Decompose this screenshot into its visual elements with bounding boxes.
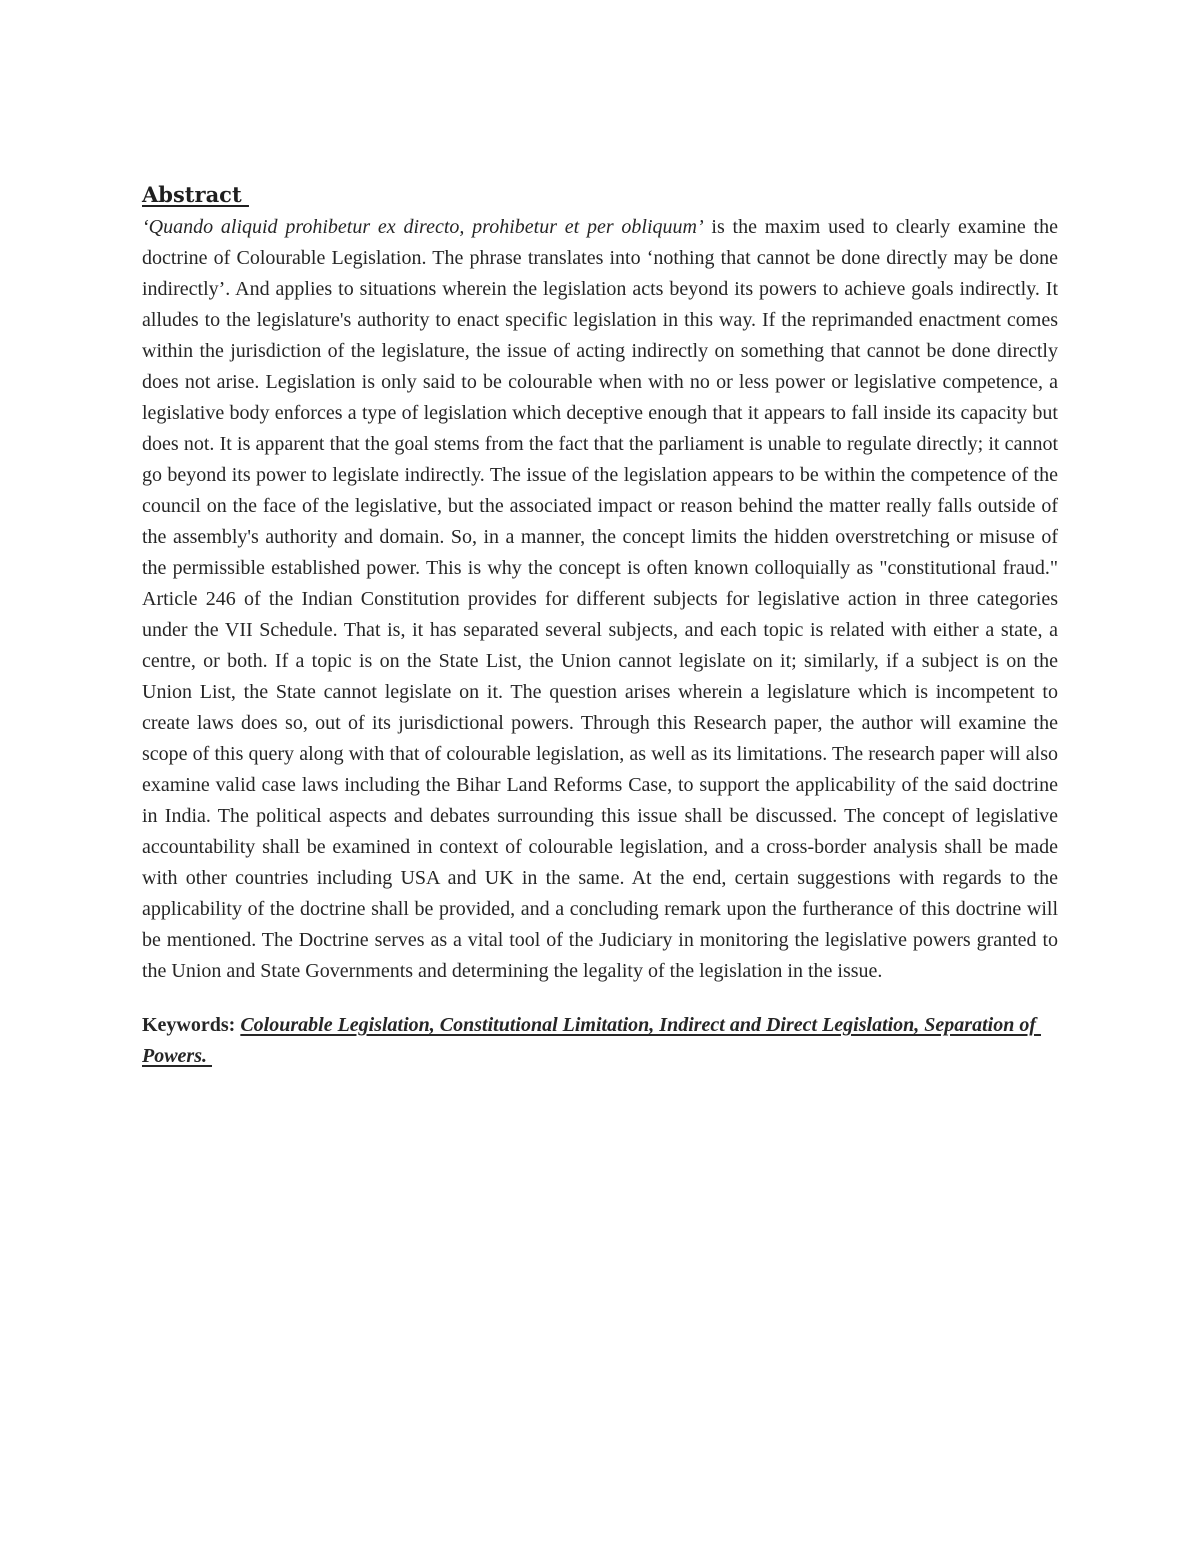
abstract-heading: Abstract xyxy=(142,182,249,207)
keywords-line xyxy=(142,1010,1058,1072)
keywords-label: Keywords: xyxy=(142,1014,241,1036)
abstract-paragraph xyxy=(142,212,1058,987)
abstract-text: is the maxim used to clearly examine the doctrine of Colourable Legislation. The phrase translates into ‘nothing that cannot be done directly may be done indirectly’. And applies to situations wherein the legislation acts beyond its powers to achieve goals indirectly. It alludes to the legislature's authority to enact specific legislation in this way. If the reprimanded enactment comes within the jurisdiction of the legislature, the issue of acting indirectly on something that cannot be done directly does not arise. Legislation is only said to be colourable when with no or less power or legislative competence, a legislative body enforces a type of legislation which deceptive enough that it appears to fall inside its capacity but does not. It is apparent that the goal stems from the fact that the parliament is unable to regulate directly; it cannot go beyond its power to legislate indirectly. The issue of the legislation appears to be within the competence of the council on the face of the legislative, but the associated impact or reason behind the matter really falls outside of the assembly's authority and domain. So, in a manner, the concept limits the hidden overstretching or misuse of the permissible established power. This is why the concept is often known colloquially as "constitutional fraud." Article 246 of the Indian Constitution provides for different subjects for legislative action in three categories under the VII Schedule. That is, it has separated several subjects, and each topic is related with either a state, a centre, or both. If a topic is on the State List, the Union cannot legislate on it; similarly, if a subject is on the Union List, the State cannot legislate on it. The question arises wherein a legislature which is incompetent to create laws does so, out of its jurisdictional powers. Through this Research paper, the author will examine the scope of this query along with that of colourable legislation, as well as its limitations. The research paper will also examine valid case laws including the Bihar Land Reforms Case, to support the applicability of the said doctrine in India. The political aspects and debates surrounding this issue shall be discussed. The concept of legislative accountability shall be examined in context of colourable legislation, and a cross-border analysis shall be made with other countries including USA and UK in the same. At the end, certain suggestions with regards to the applicability of the doctrine shall be provided, and a concluding remark upon the furtherance of this doctrine will be mentioned. The Doctrine serves as a vital tool of the Judiciary in monitoring the legislative powers granted to the Union and State Governments and determining the legality of the legislation in the issue. xyxy=(142,216,1058,982)
abstract-section xyxy=(142,178,1058,1072)
latin-maxim: ‘Quando aliquid prohibetur ex directo, prohibetur et per obliquum’ xyxy=(142,216,704,238)
keywords-values: Colourable Legislation, Constitutional Limitation, Indirect and Direct Legislation, Separation of Powers. xyxy=(142,1014,1041,1067)
